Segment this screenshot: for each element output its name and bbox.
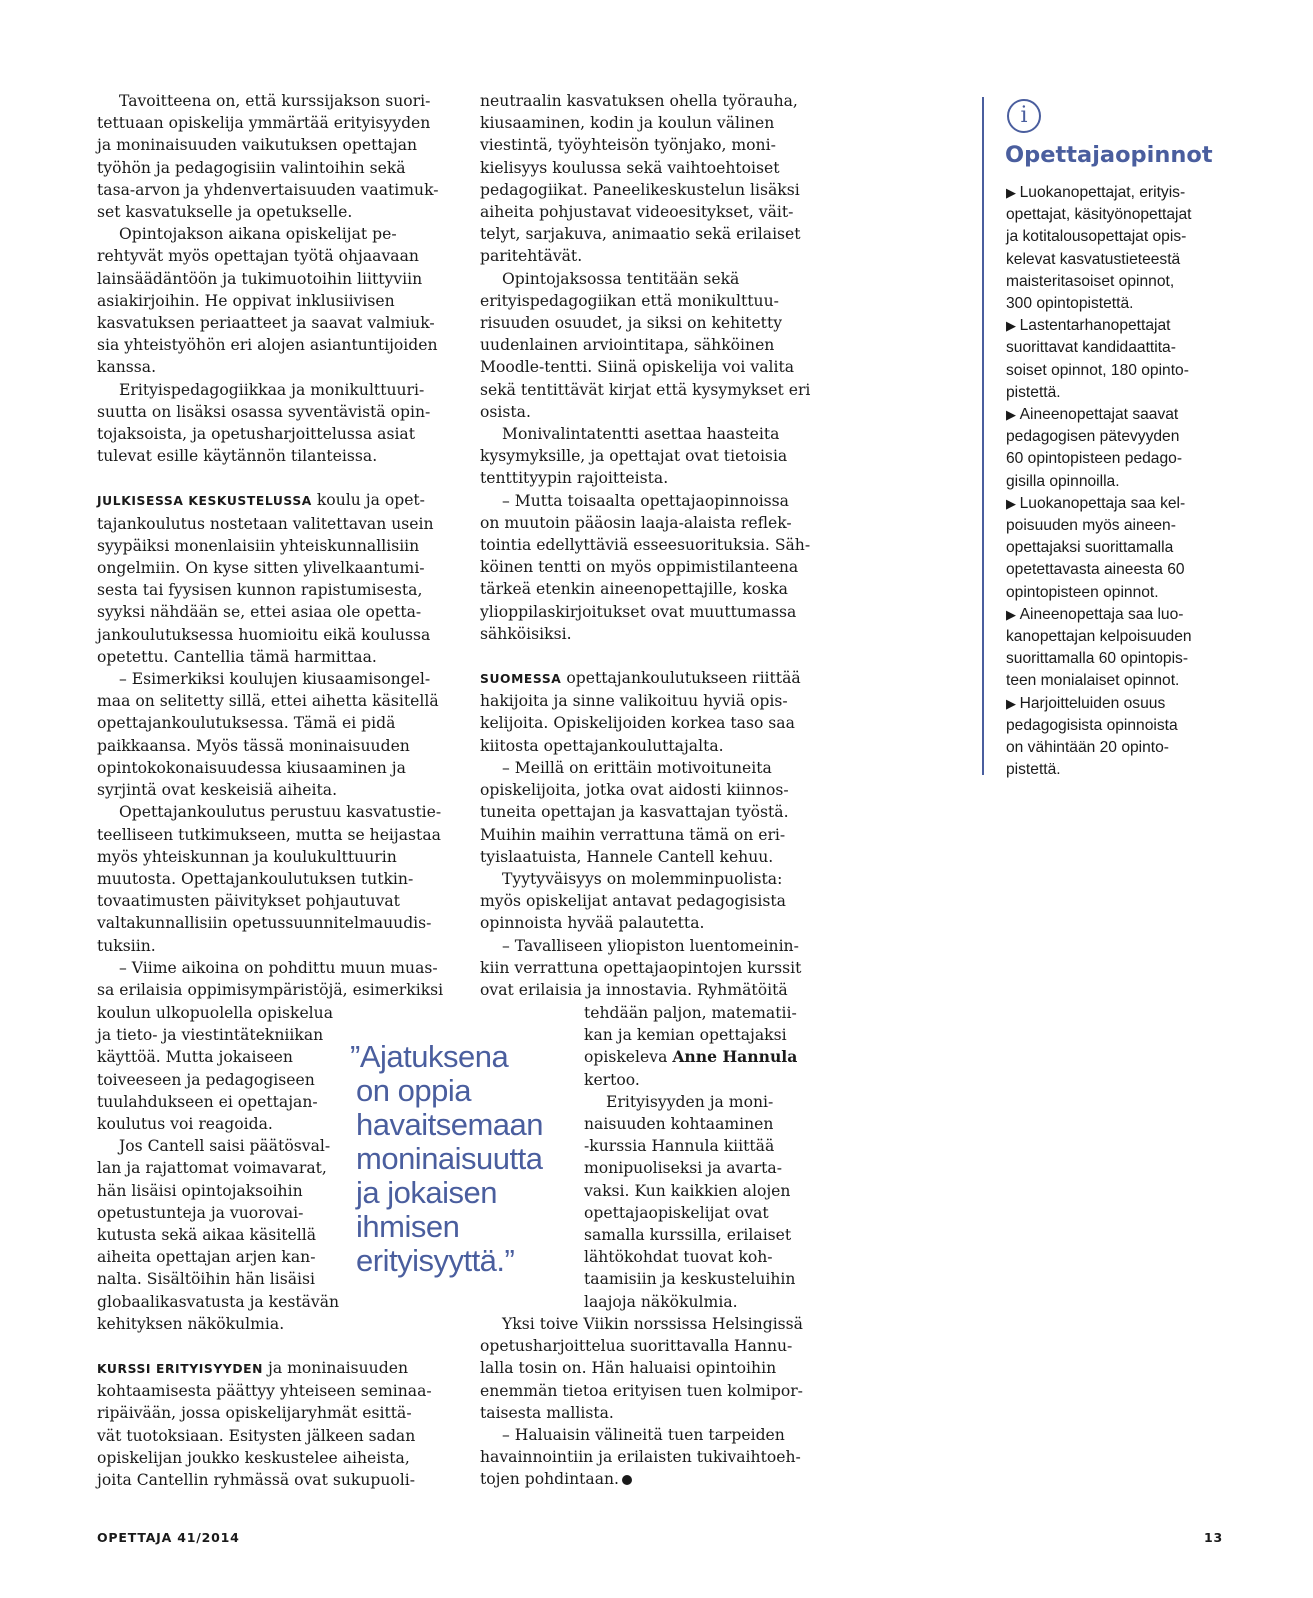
- triangle-bullet-icon: ▶: [1006, 185, 1020, 200]
- text-line: pistettä.: [1006, 761, 1061, 779]
- paragraph: KURSSI ERITYISYYDEN ja moninaisuuden kohtaamisesta päättyy yhteiseen seminaa- ripäivään, jossa opiskelijaryhmät esittä- vät tuotoksiaan. Esitysten jälkeen sadan opiskelijan joukko keskustelee aiheista, joita Cantellin ryhmässä ovat sukupuoli-: [97, 1357, 427, 1491]
- text-line: tajankoulutus nostetaan valitettavan usein: [97, 514, 434, 533]
- sidebar-list-item: [1006, 182, 1286, 315]
- text-line: Aineenopettaja saa luo-: [1019, 605, 1184, 623]
- text-line: opetusharjoittelua suorittavalla Hannu-: [480, 1337, 793, 1356]
- text-line: tulevat esille käytännön tilanteissa.: [97, 447, 378, 466]
- info-icon: i: [1007, 99, 1041, 133]
- text-line: kelijoita. Opiskelijoiden korkea taso saa: [480, 714, 795, 733]
- sidebar-title: Opettajaopinnot: [1005, 142, 1213, 168]
- text-line: Monivalintatentti asettaa haasteita: [502, 425, 780, 444]
- text-line: Muihin maihin verrattuna tämä on eri-: [480, 825, 786, 844]
- text-line: – Meillä on erittäin motivoituneita: [502, 758, 772, 777]
- text-line: kanssa.: [97, 358, 157, 377]
- text-line: havaitsemaan: [356, 1107, 544, 1142]
- text-line: syypäiksi monenlaisiin yhteiskunnallisiin: [97, 536, 420, 555]
- article-column-2-narrow: [584, 1002, 799, 1313]
- text-line: set kasvatukselle ja opetukselle.: [97, 203, 353, 222]
- text-line: opettajaksi suorittamalla: [1006, 539, 1174, 557]
- text-line: telyt, sarjakuva, animaatio sekä erilaiset: [480, 225, 801, 244]
- text-line: kiitosta opettajankouluttajalta.: [480, 736, 724, 755]
- text-line: pedagogisista opinnoista: [1006, 716, 1178, 734]
- paragraph: [97, 1002, 337, 1135]
- text-line: lähtökohdat tuovat koh-: [584, 1248, 773, 1267]
- text-line: opettajat, käsityönopettajat: [1006, 206, 1192, 224]
- text-line: Tyytyväisyys on molemminpuolista:: [502, 869, 783, 888]
- run-in-heading: JULKISESSA KESKUSTELUSSA: [97, 494, 312, 509]
- text-line: asiakirjoihin. He oppivat inklusiivisen: [97, 291, 395, 310]
- text-line: myös yhteiskunnan ja koulukulttuurin: [97, 847, 397, 866]
- text-line: valtakunnallisiin opetussuunnitelmauudis-: [97, 914, 432, 933]
- triangle-bullet-icon: ▶: [1006, 606, 1020, 622]
- text-line: opetettu. Cantellia tämä harmittaa.: [97, 647, 377, 666]
- sidebar-list-item: [1006, 404, 1286, 493]
- text-line: tehdään paljon, matematii-: [584, 1004, 797, 1022]
- text-line: ”Ajatuksena: [350, 1039, 509, 1074]
- text-line: tovaatimusten päivitykset pohjautuvat: [97, 892, 400, 911]
- text-line: hän lisäisi opintojaksoihin: [97, 1181, 303, 1200]
- text-line: osista.: [480, 402, 531, 421]
- text-line: uudenlainen arviointitapa, sähköinen: [480, 336, 775, 355]
- text-line: myös opiskelijat antavat pedagogisista: [480, 892, 786, 911]
- article-column-2: [480, 90, 811, 1001]
- text-line: toiveeseen ja pedagogiseen: [97, 1070, 315, 1089]
- paragraph: [584, 1091, 799, 1313]
- text-line: pedagogiikat. Paneelikeskustelun lisäksi: [480, 180, 800, 199]
- text-line: paritehtävät.: [480, 247, 583, 266]
- text-line: lainsäädäntöön ja tukimuotoihin liittyviin: [97, 269, 423, 288]
- text-line: vaksi. Kun kaikkien alojen: [584, 1181, 791, 1200]
- text-line: Lastentarhanopettajat: [1019, 317, 1171, 335]
- text-line: Opettajankoulutus perustuu kasvatustie-: [119, 803, 442, 822]
- text-line: kiusaaminen, kodin ja koulun välinen: [480, 114, 775, 133]
- text-line: opinnoista hyvää palautetta.: [480, 914, 705, 933]
- text-line: kielisyys koulussa sekä vaihtoehtoiset: [480, 158, 780, 177]
- paragraph: [480, 757, 795, 868]
- paragraph: [97, 957, 444, 1001]
- text-line: kysymyksille, ja opettajat ovat tietoisia: [480, 447, 788, 466]
- text-line: sähköisiksi.: [480, 624, 572, 643]
- text-line: kutusta sekä aikaa käsitellä: [97, 1226, 317, 1245]
- sidebar-rule: [982, 97, 984, 775]
- text-line: Aineenopettajat saavat: [1019, 406, 1179, 424]
- text-line: opettajaopiskelijat ovat: [584, 1203, 769, 1222]
- text-line: tuksiin.: [97, 936, 156, 955]
- text-line: – Haluaisin välineitä tuen tarpeiden: [502, 1426, 785, 1445]
- paragraph: JULKISESSA KESKUSTELUSSA koulu ja opet- tajankoulutus nostetaan valitettavan usein syypäiksi monenlaisiin yhteiskunnallisiin ongelmiin. On kyse sitten ylivelkaantumi- sesta tai fyysisen kunnon rapistumisesta, syyksi nähdään se, ettei asiaa ole opetta- jankoulutuksessa huomioitu eikä koulussa opetettu. Cantellia tämä harmittaa.: [97, 489, 427, 668]
- text-line: – Esimerkiksi koulujen kiusaamisongel-: [119, 670, 431, 689]
- text-line: kiin verrattuna opettajaopintojen kurssit: [480, 958, 802, 977]
- text-line: moninaisuutta: [356, 1141, 543, 1176]
- text-line: ja tieto- ja viestintätekniikan: [97, 1026, 324, 1045]
- sidebar-list-item: [1006, 604, 1286, 693]
- text-line: syrjintä ovat keskeisiä aiheita.: [97, 781, 338, 800]
- triangle-bullet-icon: ▶: [1006, 407, 1020, 423]
- person-name: Anne Hannula: [672, 1047, 798, 1067]
- article-column-1: [97, 90, 444, 1001]
- triangle-bullet-icon: ▶: [1006, 695, 1020, 711]
- text-line: koulun ulkopuolella opiskelua: [97, 1004, 334, 1022]
- text-line: Luokanopettaja saa kel-: [1019, 494, 1186, 512]
- text-line: syyksi nähdään se, ettei asiaa ole opetta-: [97, 603, 422, 622]
- text-line: tojen pohdintaan.: [480, 1468, 810, 1490]
- text-line: erityisyyttä.”: [356, 1243, 515, 1278]
- text-line: suutta on lisäksi osassa syventävistä opin-: [97, 402, 431, 421]
- text-line: soiset opinnot, 180 opinto-: [1006, 361, 1189, 379]
- text-line: Opintojaksossa tentitään sekä: [502, 269, 740, 288]
- text-line: – Viime aikoina on pohdittu muun muas-: [119, 958, 438, 977]
- text-line: -kurssia Hannula kiittää: [584, 1137, 775, 1156]
- text-line: opetustunteja ja vuorovai-: [97, 1203, 304, 1222]
- triangle-bullet-icon: ▶: [1006, 318, 1020, 334]
- text-line: laajoja näkökulmia.: [584, 1292, 738, 1311]
- text-line: Erityisyyden ja moni-: [606, 1092, 774, 1111]
- text-line: tointia edellyttäviä esseesuorituksia. Säh-: [480, 536, 811, 555]
- text-line: pedagogisen pätevyyden: [1006, 428, 1180, 446]
- text-line: naisuuden kohtaaminen: [584, 1115, 774, 1134]
- text-line: ovat erilaisia ja innostavia. Ryhmätöitä: [480, 980, 788, 999]
- text-line: samalla kurssilla, erilaiset: [584, 1226, 792, 1245]
- paragraph: [480, 868, 795, 935]
- article-column-2-bottom: [480, 1313, 810, 1491]
- paragraph: [480, 490, 811, 645]
- text-line: maisteritasoiset opinnot,: [1006, 272, 1175, 290]
- paragraph: [480, 935, 802, 1002]
- text-line: Moodle-tentti. Siinä opiskelija voi valita: [480, 358, 795, 377]
- text-line: teen monialaiset opinnot.: [1006, 672, 1180, 690]
- triangle-bullet-icon: ▶: [1006, 495, 1020, 511]
- text-line: opettajankoulutuksessa. Tämä ei pidä: [97, 714, 396, 733]
- text-line: taisesta mallista.: [480, 1403, 614, 1422]
- text-line: ja jokaisen: [356, 1175, 497, 1210]
- text-line: sa erilaisia oppimisympäristöjä, esimerkiksi: [97, 980, 444, 999]
- text-line: taamisiin ja keskusteluihin: [584, 1270, 796, 1289]
- text-line: opiskelijoita, jotka ovat aidosti kiinnos-: [480, 781, 789, 800]
- text-line: tojaksoista, ja opetusharjoittelussa asiat: [97, 425, 415, 444]
- text-line: suorittamalla 60 opintopis-: [1006, 650, 1189, 668]
- paragraph: tehdään paljon, matematii- kan ja kemian opettajaksi opiskeleva Anne Hannula kertoo.: [584, 1004, 798, 1089]
- text-line: monipuoliseksi ja avarta-: [584, 1159, 782, 1178]
- text-line: globaalikasvatusta ja kestävän: [97, 1292, 340, 1311]
- pull-quote: [350, 1040, 575, 1278]
- text-line: opintokokonaisuudessa kiusaaminen ja: [97, 758, 406, 777]
- text-line: koulutus voi reagoida.: [97, 1115, 273, 1134]
- text-line: kanopettajan kelpoisuuden: [1006, 628, 1192, 646]
- article-column-1-narrow: [97, 1002, 340, 1335]
- text-line: on vähintään 20 opinto-: [1006, 739, 1169, 757]
- text-line: kelevat kasvatustieteestä: [1006, 250, 1181, 268]
- text-line: 60 opintopisteen pedago-: [1006, 450, 1183, 468]
- text-line: aiheita pohjustavat videoesitykset, väit-: [480, 203, 794, 222]
- text-line: 300 opintopistettä.: [1006, 295, 1134, 313]
- text-line: kehityksen näkökulmia.: [97, 1314, 285, 1333]
- text-line: opintopisteen opinnot.: [1006, 583, 1159, 601]
- text-line: viestintä, työyhteisön työnjako, moni-: [480, 136, 776, 155]
- text-line: hakijoita ja sinne valikoituu hyviä opis-: [480, 692, 788, 711]
- text-line: – Tavalliseen yliopiston luentomeinin-: [502, 936, 799, 955]
- text-line: aiheita opettajan arjen kan-: [97, 1248, 316, 1267]
- text-line: risuuden osuudet, ja siksi on kehitetty: [480, 314, 783, 333]
- text-line: kohtaamisesta päättyy yhteiseen seminaa-: [97, 1382, 432, 1401]
- text-line: ongelmiin. On kyse sitten ylivelkaantumi-: [97, 559, 425, 578]
- text-line: Yksi toive Viikin norssissa Helsingissä: [502, 1315, 803, 1333]
- paragraph: [480, 90, 801, 268]
- text-line: Jos Cantell saisi päätösval-: [119, 1137, 331, 1156]
- page-number: 13: [1204, 1530, 1223, 1545]
- text-line: muutosta. Opettajankoulutuksen tutkin-: [97, 869, 414, 888]
- text-line: opetettavasta aineesta 60: [1006, 561, 1185, 579]
- text-line: Opintojakson aikana opiskelijat pe-: [119, 225, 397, 244]
- text-line: tyislaatuista, Hannele Cantell kehuu.: [480, 847, 774, 866]
- paragraph: [480, 268, 811, 423]
- text-line: teelliseen tutkimukseen, mutta se heijastaa: [97, 825, 441, 844]
- text-line: tasa-arvon ja yhdenvertaisuuden vaatimuk-: [97, 180, 439, 199]
- paragraph: [97, 1135, 340, 1335]
- sidebar-list-item: [1006, 693, 1286, 782]
- sidebar-list: [1006, 182, 1286, 781]
- text-line: maa on selitetty sillä, ettei aihetta käsitellä: [97, 692, 439, 711]
- paragraph: [97, 223, 438, 378]
- text-line: havainnointiin ja erilaisten tukivaihtoeh-: [480, 1448, 801, 1467]
- paragraph: [97, 801, 442, 956]
- text-line: opiskelijan joukko keskustelee aiheista,: [97, 1448, 410, 1467]
- text-line: suorittavat kandidaattita-: [1006, 339, 1176, 357]
- text-line: ihmisen: [356, 1209, 460, 1244]
- paragraph: SUOMESSA opettajankoulutukseen riittää hakijoita ja sinne valikoituu hyviä opis- kelijoita. Opiskelijoiden korkea taso saa kiitosta opettajankouluttajalta.: [480, 667, 795, 757]
- text-line: on oppia: [356, 1073, 471, 1108]
- paragraph: [97, 379, 431, 468]
- paragraph: [480, 1313, 810, 1424]
- text-line: kasvatuksen periaatteet ja saavat valmiuk-: [97, 314, 435, 333]
- text-line: lan ja rajattomat voimavarat,: [97, 1159, 327, 1178]
- text-line: nalta. Sisältöihin hän lisäisi: [97, 1270, 316, 1289]
- text-line: sesta tai fyysisen kunnon rapistumisesta,: [97, 581, 423, 600]
- sidebar-list-item: [1006, 315, 1286, 404]
- text-line: – Mutta toisaalta opettajaopinnoissa: [502, 491, 789, 510]
- text-line: jankoulutuksessa huomioitu eikä koulussa: [97, 625, 431, 644]
- paragraph: [480, 1424, 810, 1491]
- text-line: Luokanopettajat, erityis-: [1019, 184, 1186, 201]
- text-line: kan ja kemian opettajaksi: [584, 1026, 787, 1045]
- paragraph: [97, 90, 439, 223]
- text-line: joita Cantellin ryhmässä ovat sukupuoli-: [97, 1471, 416, 1490]
- text-line: ripäivään, jossa opiskelijaryhmät esittä-: [97, 1404, 412, 1423]
- text-line: Erityispedagogiikkaa ja monikulttuuri-: [119, 380, 425, 399]
- text-line: köinen tentti on myös oppimistilanteena: [480, 558, 799, 577]
- text-line: neutraalin kasvatuksen ohella työrauha,: [480, 92, 798, 110]
- text-line: Harjoitteluiden osuus: [1019, 694, 1166, 712]
- text-line: käyttöä. Mutta jokaiseen: [97, 1048, 293, 1067]
- text-line: erityispedagogiikan että monikulttuu-: [480, 291, 779, 310]
- text-line: tuneita opettajan ja kasvattajan työstä.: [480, 803, 789, 822]
- text-line: lalla tosin on. Hän haluaisi opintoihin: [480, 1359, 777, 1378]
- paragraph: [480, 423, 795, 490]
- text-line: Tavoitteena on, että kurssijakson suori-: [119, 92, 431, 110]
- text-line: gisilla opinnoilla.: [1006, 472, 1120, 490]
- text-line: sekä tentittävät kirjat että kysymykset eri: [480, 380, 811, 399]
- text-line: paikkaansa. Myös tässä moninaisuuden: [97, 736, 410, 755]
- text-line: ja moninaisuuden vaikutuksen opettajan: [97, 136, 418, 155]
- text-line: tettuaan opiskelija ymmärtää erityisyyden: [97, 114, 431, 133]
- article-column-1-bottom: [97, 1357, 432, 1491]
- run-in-heading: SUOMESSA: [480, 672, 562, 687]
- paragraph: [97, 668, 439, 801]
- text-line: poisuuden myös aineen-: [1006, 517, 1176, 535]
- text-line: pistettä.: [1006, 383, 1061, 401]
- text-line: vät tuotoksiaan. Esitysten jälkeen sadan: [97, 1426, 416, 1445]
- text-line: tärkeä etenkin aineenopettajille, koska: [480, 580, 788, 599]
- text-line: työhön ja pedagogisiin valintoihin sekä: [97, 158, 406, 177]
- sidebar-list-item: [1006, 493, 1286, 604]
- text-line: tuulahdukseen ei opettajan-: [97, 1092, 318, 1111]
- text-line: ja kotitalousopettajat opis-: [1006, 228, 1187, 246]
- run-in-heading: KURSSI ERITYISYYDEN: [97, 1362, 264, 1376]
- publication-footer: OPETTAJA 41/2014: [97, 1530, 240, 1545]
- text-line: tenttityypin rajoitteista.: [480, 469, 669, 488]
- text-line: rehtyvät myös opettajan työtä ohjaavaan: [97, 247, 419, 266]
- text-line: on muutoin pääosin laaja-alaista reflek-: [480, 513, 792, 532]
- text-line: sia yhteistyöhön eri alojen asiantuntijoiden: [97, 336, 438, 355]
- text-line: ylioppilaskirjoitukset ovat muuttumassa: [480, 602, 797, 621]
- end-mark-icon: [622, 1475, 632, 1485]
- text-line: enemmän tietoa erityisen tuen kolmipor-: [480, 1381, 803, 1400]
